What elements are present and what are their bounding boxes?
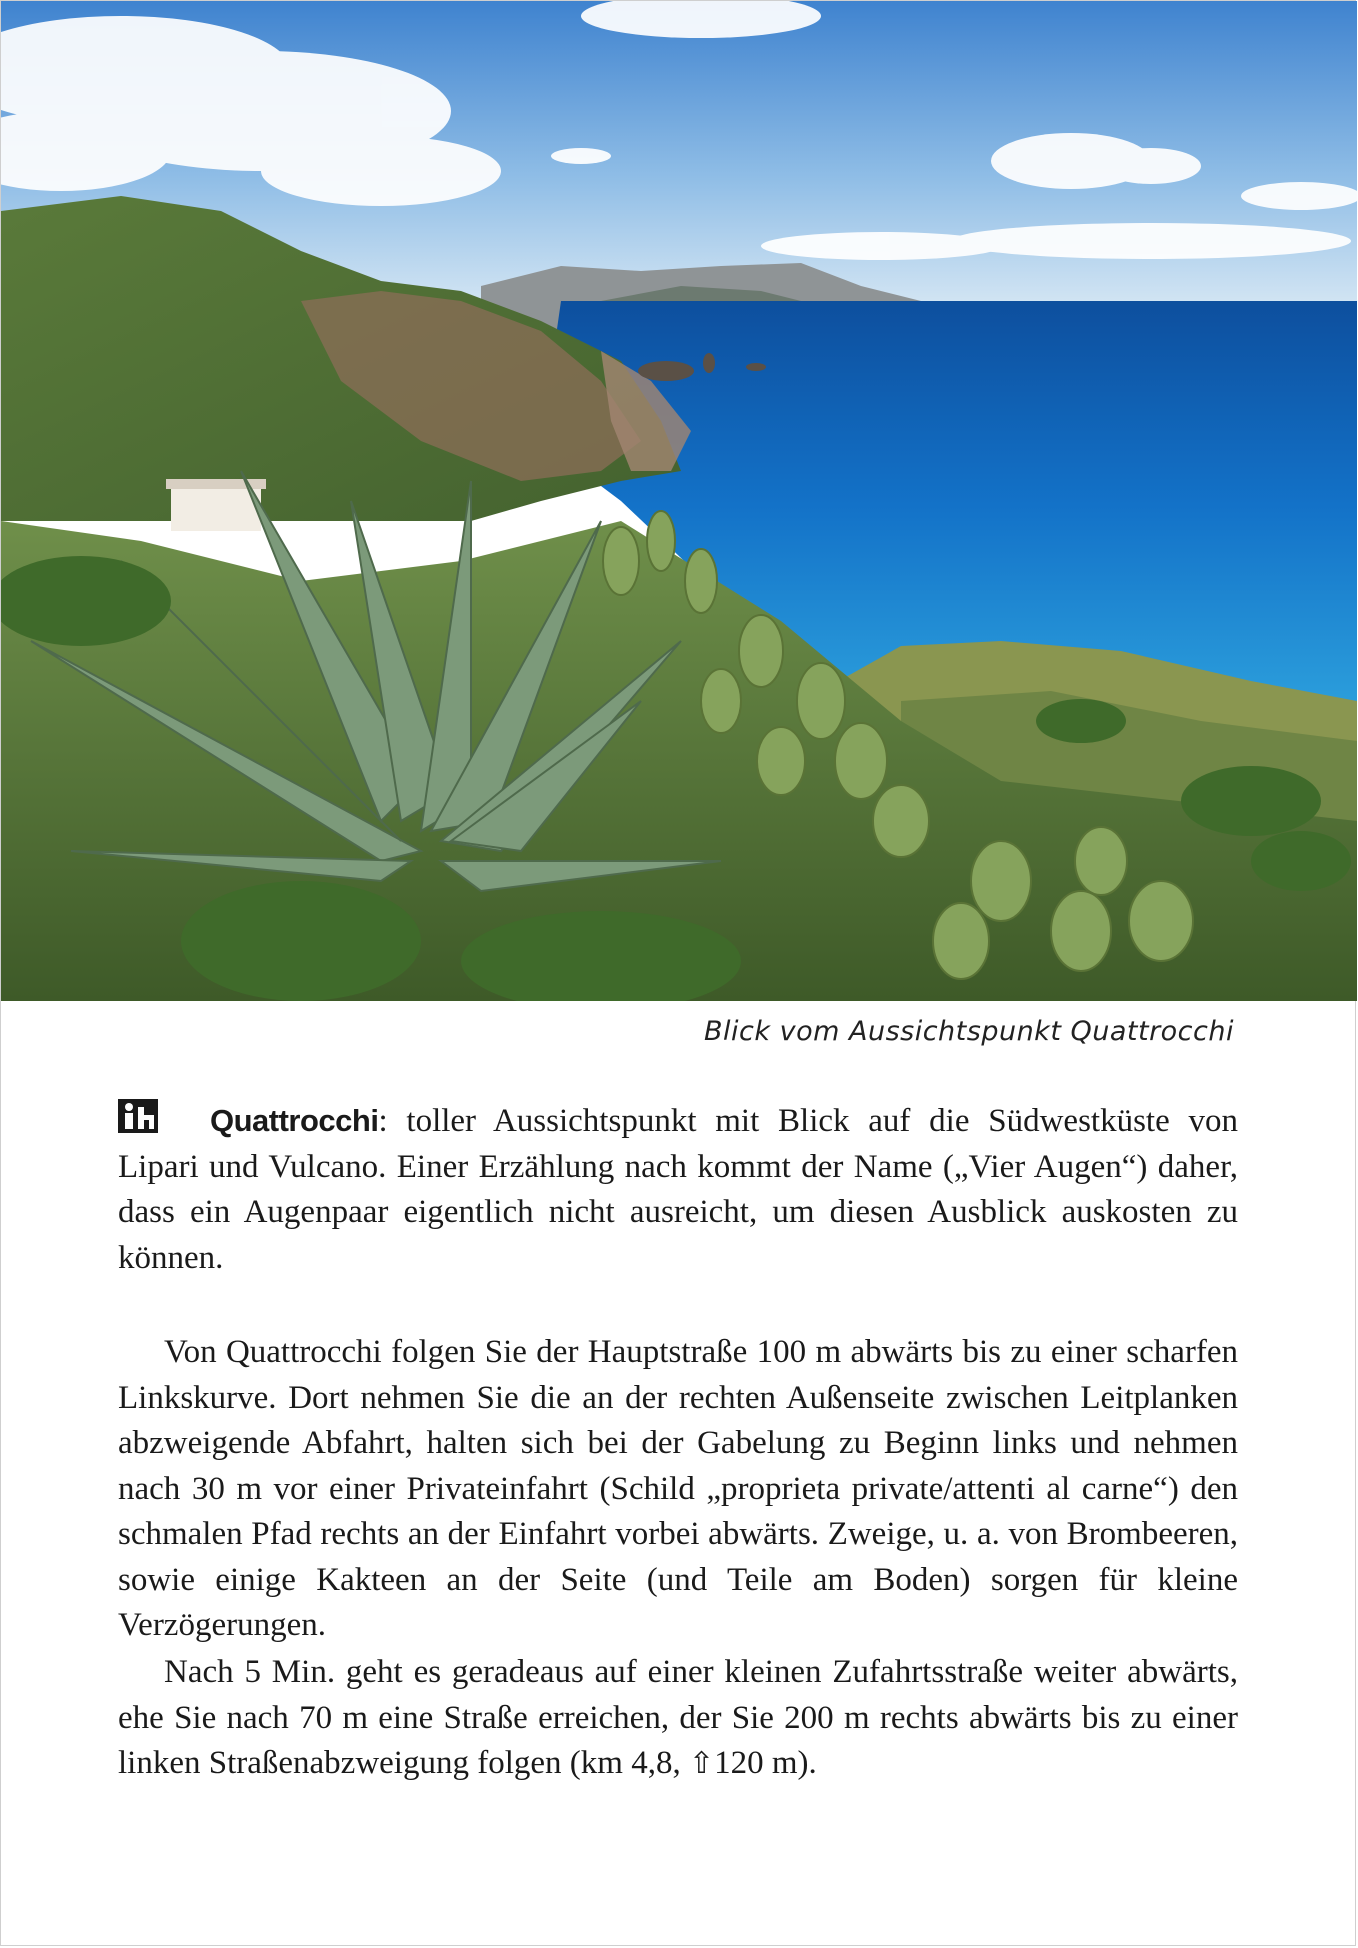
paragraph-2-text: Von Quattrocchi folgen Sie der Hauptstraße 100 m abwärts bis zu einer scharfen Linkskurve. Dort nehmen Sie die an der rechten Außenseite zwischen Leitplanken abzweigende Abfahrt, halten sich bei der Gabelung zu Beginn links und nehmen nach 30 m vor einer Privateinfahrt (Schild „proprieta private/attenti al carne“) den schmalen Pfad rechts an der Einfahrt vorbei abwärts. Zweige, u. a. von Brombeeren, sowie einige Kakteen an der Seite (und Teile am Boden) sorgen für kleine Verzögerungen. [118, 1334, 1238, 1643]
paragraph-3-end: 120 m). [714, 1745, 817, 1781]
photo-caption: Blick vom Aussichtspunkt Quattrocchi [704, 1016, 1234, 1047]
paragraph-route-1 [118, 1330, 1238, 1649]
info-point-icon [118, 1099, 158, 1133]
paragraph-route-2 [118, 1650, 1238, 1787]
arrow-up-icon: ⇧ [688, 1746, 715, 1781]
landscape-photo [1, 1, 1357, 1001]
paragraph-quattrocchi [118, 1098, 1238, 1281]
paragraph-3-text: Nach 5 Min. geht es geradeaus auf einer kleinen Zufahrtsstraße weiter abwärts, ehe Sie nach 70 m eine Straße erreichen, der Sie 200 m rechts abwärts bis zu einer linken Straßenabzweigung folgen (km 4,8, [118, 1654, 1238, 1781]
photo-illustration [1, 1, 1357, 1001]
keyword-quattrocchi: Quattrocchi [210, 1103, 379, 1138]
paragraph-1-text: : toller Aussichtspunkt mit Blick auf die Südwestküste von Lipari und Vulcano. Einer Erzählung nach kommt der Name („Vier Augen“) daher, dass ein Augenpaar eigentlich nicht ausreicht, um diesen Ausblick auskosten zu können. [118, 1103, 1238, 1276]
